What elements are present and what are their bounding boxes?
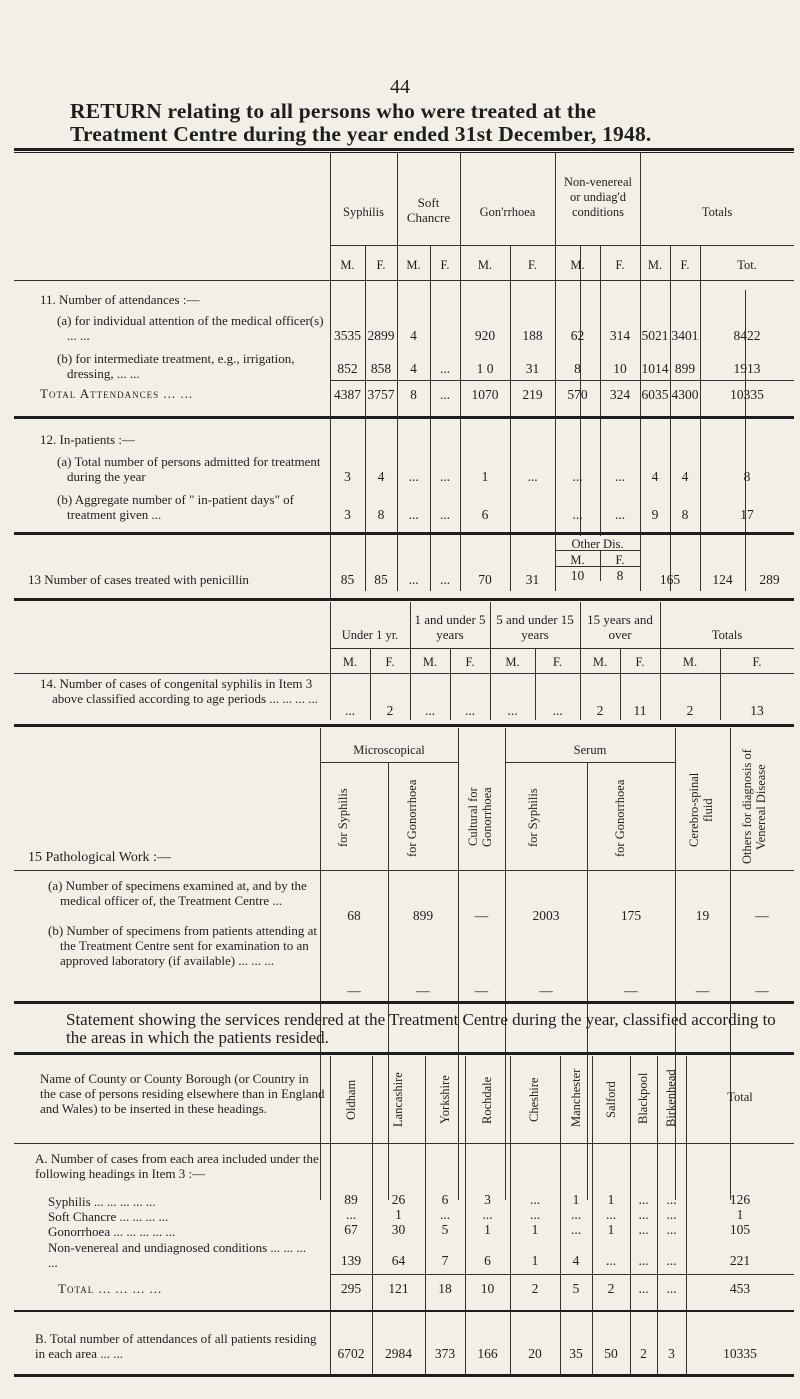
header-m: M. [422,655,438,669]
cell: 5 [572,1281,580,1296]
item11b-label: (b) for intermediate treatment, e.g., irrigation, dressing, ... ... [57,351,295,381]
cell: 50 [604,1346,618,1361]
other-dis-header: Other Dis. [571,537,624,551]
header-microscopical: Microscopical [353,743,425,757]
cell: ... [605,1207,617,1222]
cell: — [416,983,430,998]
header-cerebro-spinal: Cerebro-spinal fluid [687,772,715,848]
cell: 3401 [671,328,699,343]
section-b-label: B. Total number of attendances of all patients residing in each area ... ... [35,1331,317,1361]
cell: 373 [434,1346,456,1361]
cell: ... [529,1207,541,1222]
cell: 4300 [671,387,699,402]
cell: 5 [441,1222,449,1237]
cell: 188 [522,328,543,343]
area-lancashire: Lancashire [391,1072,405,1128]
area-manchester: Manchester [569,1068,583,1128]
item12a-label: (a) Total number of persons admitted for treatment during the year [57,454,321,484]
cell: 121 [388,1281,409,1296]
cell: 221 [729,1253,751,1268]
header-totals: Totals [701,205,733,219]
cell: 453 [729,1281,751,1296]
cell: 30 [391,1222,406,1237]
cell: 62 [570,328,585,343]
cell: 85 [374,572,388,587]
cell: 6 [441,1192,449,1207]
cell: ... [638,1222,649,1237]
cell: ... [666,1192,677,1207]
cell: 2003 [532,908,560,923]
cell: 4 [377,469,385,484]
cell: 1 [531,1253,539,1268]
area-cheshire: Cheshire [527,1077,541,1123]
header-f: F. [552,655,563,669]
item14-label: 14. Number of cases of congenital syphilis in Item 3 above classified according to age periods ... ... ... ... [40,676,319,706]
cell: 7 [441,1253,449,1268]
cell: 8 [410,387,417,402]
cell: 1 [481,469,489,484]
cell: ... [439,572,451,587]
header-f: F. [615,258,625,272]
cell: 5021 [641,328,669,343]
header-m: M. [406,258,421,272]
item12-label: 12. In-patients :— [40,432,135,447]
item11a-label: (a) for individual attention of the medical officer(s) ... ... [57,313,324,343]
header-m: M. [682,655,698,669]
header-total: Total [727,1090,753,1104]
cell: ... [666,1253,677,1268]
header-serum: Serum [573,743,607,757]
cell: — [695,983,710,998]
total-label: Total ... ... ... ... [58,1281,163,1296]
cell: ... [614,469,626,484]
header-f: F. [635,655,645,669]
header-f: F. [440,258,450,272]
section-a-label: A. Number of cases from each area included under the following headings in Item 3 :— [35,1151,319,1181]
cell: ... [439,507,451,522]
cell: 1 [572,1192,580,1207]
cell: 1 [607,1222,615,1237]
cell: 13 [750,703,764,718]
cell: 324 [609,387,631,402]
header-under-1: Under 1 yr. [341,628,399,642]
header-serum-syphilis: for Syphilis [526,788,540,848]
cell: 2899 [367,328,395,343]
page-number: 44 [390,76,410,98]
cell: 1070 [471,387,499,402]
header-totals: Totals [711,628,743,642]
cell: 126 [729,1192,751,1207]
cell: 35 [569,1346,583,1361]
area-oldham: Oldham [344,1079,358,1121]
header-m: M. [570,258,585,272]
cell: 2 [686,703,694,718]
cell: 1 0 [476,361,494,376]
item12b-label: (b) Aggregate number of " in-patient days" of treatment given ... [57,492,294,522]
cell: — [474,908,489,923]
header-cultural-gonorrhoea: Cultural for Gonorrhoea [466,787,494,847]
cell: 31 [525,572,540,587]
total-attendances-label: Total Attendances ... ... [40,386,194,401]
area-blackpool: Blackpool [636,1072,650,1124]
cell: ... [605,1253,617,1268]
cell: 6 [484,1253,491,1268]
cell: 8 [681,507,689,522]
header-non-venereal: Non-venereal or undiag'd conditions [563,175,633,219]
cell: 4 [410,361,417,376]
header-others: Others for diagnosis of Venereal Disease [740,749,768,865]
cell: ... [439,469,451,484]
cell: ... [666,1207,677,1222]
item15-label: 15 Pathological Work :— [28,850,171,865]
area-salford: Salford [604,1081,618,1119]
item15b-label: (b) Number of specimens from patients attending at the Treatment Centre sent for examination to an approved laboratory (if available) ... ... ... [48,923,317,968]
cell: 570 [567,387,588,402]
cell: ... [439,1207,451,1222]
cell: 314 [609,328,631,343]
cell: 68 [347,908,361,923]
cell: ... [439,361,451,376]
cell: 166 [477,1346,498,1361]
cell: 8 [574,361,581,376]
cell: 4 [651,469,659,484]
cell: 4 [681,469,689,484]
cell: ... [572,469,583,484]
title-line-2: Treatment Centre during the year ended 31st December, 1948. [70,122,652,146]
cell: 3 [668,1346,675,1361]
cell: 2 [531,1281,539,1296]
item13-label: 13 Number of cases treated with penicillin [28,572,249,587]
cell: 852 [337,361,358,376]
cell: 2 [640,1346,647,1361]
cell: ... [408,469,419,484]
cell: 85 [340,572,355,587]
cell: 8422 [733,328,761,343]
header-micro-gonorrhoea: for Gonorrhoea [405,779,419,857]
cell: 3 [344,507,351,522]
cell: ... [570,1207,582,1222]
row-label-syphilis: Syphilis ... ... ... ... ... [48,1194,156,1209]
header-serum-gonorrhoea: for Gonorrhoea [613,779,627,857]
header-m: M. [477,258,493,272]
cell: 124 [712,572,733,587]
statement-heading: Statement showing the services rendered at the Treatment Centre during the year, classified according to the areas in which the patients resided. [66,1010,776,1047]
cell: 289 [759,572,780,587]
cell: 175 [620,908,642,923]
cell: ... [638,1253,649,1268]
area-yorkshire: Yorkshire [438,1075,452,1125]
cell: 89 [344,1192,358,1207]
area-birkenhead: Birkenhead [664,1069,678,1127]
cell: — [755,908,769,923]
other-m-header: M. [570,553,585,567]
cell: ... [439,387,451,402]
cell: 8 [377,507,385,522]
header-m: M. [340,258,355,272]
cell: ... [638,1281,649,1296]
header-f: F. [465,655,475,669]
cell: 31 [525,361,540,376]
other-f-header: F. [615,553,625,567]
cell: 165 [659,572,681,587]
cell: 6702 [337,1346,365,1361]
row-label-soft-chancre: Soft Chancre ... ... ... ... [48,1209,169,1224]
cell: ... [572,507,583,522]
cell: ... [408,572,419,587]
cell: 1 [484,1222,491,1237]
cell: 2 [607,1281,615,1296]
cell: — [474,983,489,998]
cell: ... [408,507,419,522]
cell: 19 [695,908,710,923]
cell: 4 [410,328,417,343]
row-label-non-venereal: Non-venereal and undiagnosed conditions ... ... ... ... [48,1240,307,1270]
cell: 20 [528,1346,542,1361]
cell: 1913 [733,361,761,376]
cell: 10 [480,1281,495,1296]
cell: 4387 [334,387,361,402]
cell: 139 [340,1253,362,1268]
cell: 64 [391,1253,406,1268]
title-line-1: RETURN relating to all persons who were treated at the [70,99,597,123]
header-15-over: 15 years and over [587,612,653,642]
header-soft-chancre: Soft Chancre [406,195,451,225]
cell: 3757 [367,387,395,402]
cell: ... [666,1222,677,1237]
cell: 26 [391,1192,406,1207]
cell: ... [638,1207,649,1222]
cell: ... [464,703,476,718]
cell: ... [552,703,563,718]
cell: 105 [729,1222,751,1237]
page-title [70,100,770,146]
cell: — [347,983,361,998]
row-label-gonorrhoea: Gonorrhoea ... ... ... ... ... [48,1224,176,1239]
header-1-to-5: 1 and under 5 years [414,612,486,642]
header-f: F. [376,258,386,272]
cell: 2984 [385,1346,412,1361]
cell: 11 [633,703,647,718]
cell: ... [666,1281,677,1296]
cell: 8 [743,469,751,484]
cell: ... [424,703,436,718]
header-f: F. [752,655,762,669]
cell: ... [344,703,356,718]
header-f: F. [680,258,690,272]
cell: 295 [340,1281,362,1296]
header-m: M. [342,655,358,669]
cell: 1 [395,1207,402,1222]
cell: 219 [522,387,543,402]
cell: 10 [613,361,627,376]
cell: 67 [344,1222,358,1237]
cell: — [624,983,638,998]
cell: 17 [740,507,754,522]
cell: 899 [674,361,696,376]
cell: 4 [572,1253,580,1268]
cell: 3 [484,1192,491,1207]
cell: 6 [481,507,489,522]
header-f: F. [527,258,538,272]
cell: 899 [412,908,434,923]
cell: 6035 [641,387,669,402]
cell: ... [614,507,626,522]
cell: 70 [478,572,492,587]
cell: 858 [370,361,392,376]
cell: 1 [531,1222,539,1237]
cell: ... [527,469,538,484]
cell: ... [482,1207,493,1222]
cell: — [755,983,769,998]
item11-label: 11. Number of attendances :— [40,292,200,307]
header-syphilis: Syphilis [343,205,384,219]
header-5-to-15: 5 and under 15 years [496,612,574,642]
cell: ... [638,1192,649,1207]
header-m: M. [505,655,520,669]
cell: 18 [438,1281,452,1296]
cell: — [539,983,553,998]
cell: 10335 [730,387,764,402]
header-gonorrhoea: Gon'rrhoea [479,205,536,219]
cell: 920 [474,328,496,343]
areas-header-label: Name of County or County Borough (or Country in the case of persons residing elsewhere than in England and Wales) to be inserted in these headings. [40,1071,325,1116]
cell: 10 [570,568,585,583]
cell: 1 [736,1207,744,1222]
cell: 1014 [641,361,669,376]
cell: 2 [596,703,604,718]
cell: ... [570,1222,582,1237]
header-m: M. [647,258,663,272]
cell: ... [345,1207,357,1222]
header-f: F. [385,655,395,669]
cell: 10335 [723,1346,757,1361]
cell: 1 [607,1192,615,1207]
cell: 3535 [334,328,361,343]
cell: 9 [651,507,659,522]
header-m: M. [592,655,608,669]
cell: 8 [616,568,624,583]
header-micro-syphilis: for Syphilis [336,788,350,848]
cell: ... [507,703,518,718]
cell: 2 [386,703,394,718]
cell: ... [529,1192,541,1207]
header-total: Tot. [737,258,757,272]
area-rochdale: Rochdale [480,1076,494,1124]
cell: 3 [344,469,351,484]
item15a-label: (a) Number of specimens examined at, and by the medical officer of, the Treatment Centre ... [48,878,307,908]
